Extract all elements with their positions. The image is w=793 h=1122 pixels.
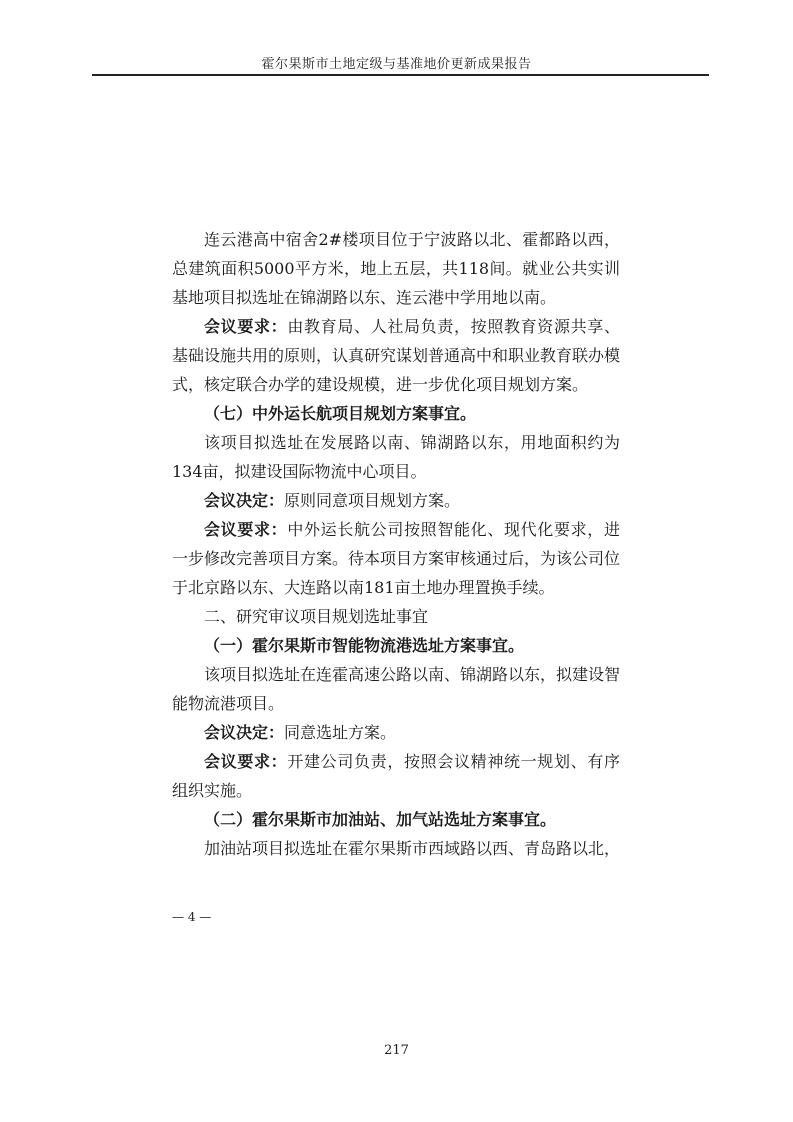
page-number: 217 bbox=[384, 1043, 409, 1058]
document-body bbox=[172, 225, 620, 863]
heading-logistics-port: （一）霍尔果斯市智能物流港选址方案事宜。 bbox=[204, 636, 525, 655]
paragraph-meeting-requirement-education bbox=[172, 312, 620, 399]
meeting-decision-label: 会议决定： bbox=[204, 723, 285, 742]
meeting-requirement-text: 开建公司负责，按照会议精神统一规划、有序组织实施。 bbox=[172, 752, 620, 800]
paragraph-gas-station-site: 加油站项目拟选址在霍尔果斯市西域路以西、青岛路以北， bbox=[204, 839, 621, 858]
section-heading-site-selection: 二、研究审议项目规划选址事宜 bbox=[204, 607, 429, 626]
meeting-requirement-label: 会议要求： bbox=[204, 752, 288, 771]
meeting-decision-text: 同意选址方案。 bbox=[284, 723, 397, 742]
paragraph-logistics-port-site: 该项目拟选址在连霍高速公路以南、锦湖路以东，拟建设智能物流港项目。 bbox=[172, 665, 621, 713]
paragraph-sinotrans-site: 该项目拟选址在发展路以南、锦湖路以东，用地面积约为134亩，拟建设国际物流中心项目。 bbox=[172, 433, 620, 481]
running-header: 霍尔果斯市土地定级与基准地价更新成果报告 bbox=[261, 57, 532, 72]
paragraph-meeting-decision-sinotrans bbox=[172, 486, 620, 515]
paragraph-meeting-decision-logistics bbox=[172, 718, 620, 747]
meeting-requirement-label: 会议要求： bbox=[204, 317, 288, 336]
meeting-decision-label: 会议决定： bbox=[204, 491, 285, 510]
heading-gas-station: （二）霍尔果斯市加油站、加气站选址方案事宜。 bbox=[204, 810, 557, 829]
paragraph-dormitory-project: 连云港高中宿舍2#楼项目位于宁波路以北、霍都路以西，总建筑面积5000平方米，地上五层，共118间。就业公共实训基地项目拟选址在锦湖路以东、连云港中学用地以南。 bbox=[172, 230, 620, 307]
paragraph-meeting-requirement-logistics bbox=[172, 747, 620, 805]
page-marker: — 4 — bbox=[172, 910, 212, 924]
paragraph-meeting-requirement-sinotrans bbox=[172, 515, 620, 602]
meeting-requirement-text: 中外运长航公司按照智能化、现代化要求，进一步修改完善项目方案。待本项目方案审核通过后，为该公司位于北京路以东、大连路以南181亩土地办理置换手续。 bbox=[172, 520, 621, 597]
meeting-decision-text: 原则同意项目规划方案。 bbox=[284, 491, 461, 510]
meeting-requirement-label: 会议要求： bbox=[204, 520, 288, 539]
header-rule bbox=[92, 74, 709, 76]
heading-sinotrans-project: （七）中外运长航项目规划方案事宜。 bbox=[204, 404, 477, 423]
meeting-requirement-text: 由教育局、人社局负责，按照教育资源共享、基础设施共用的原则，认真研究谋划普通高中和职业教育联办模式，核定联合办学的建设规模，进一步优化项目规划方案。 bbox=[172, 317, 621, 394]
